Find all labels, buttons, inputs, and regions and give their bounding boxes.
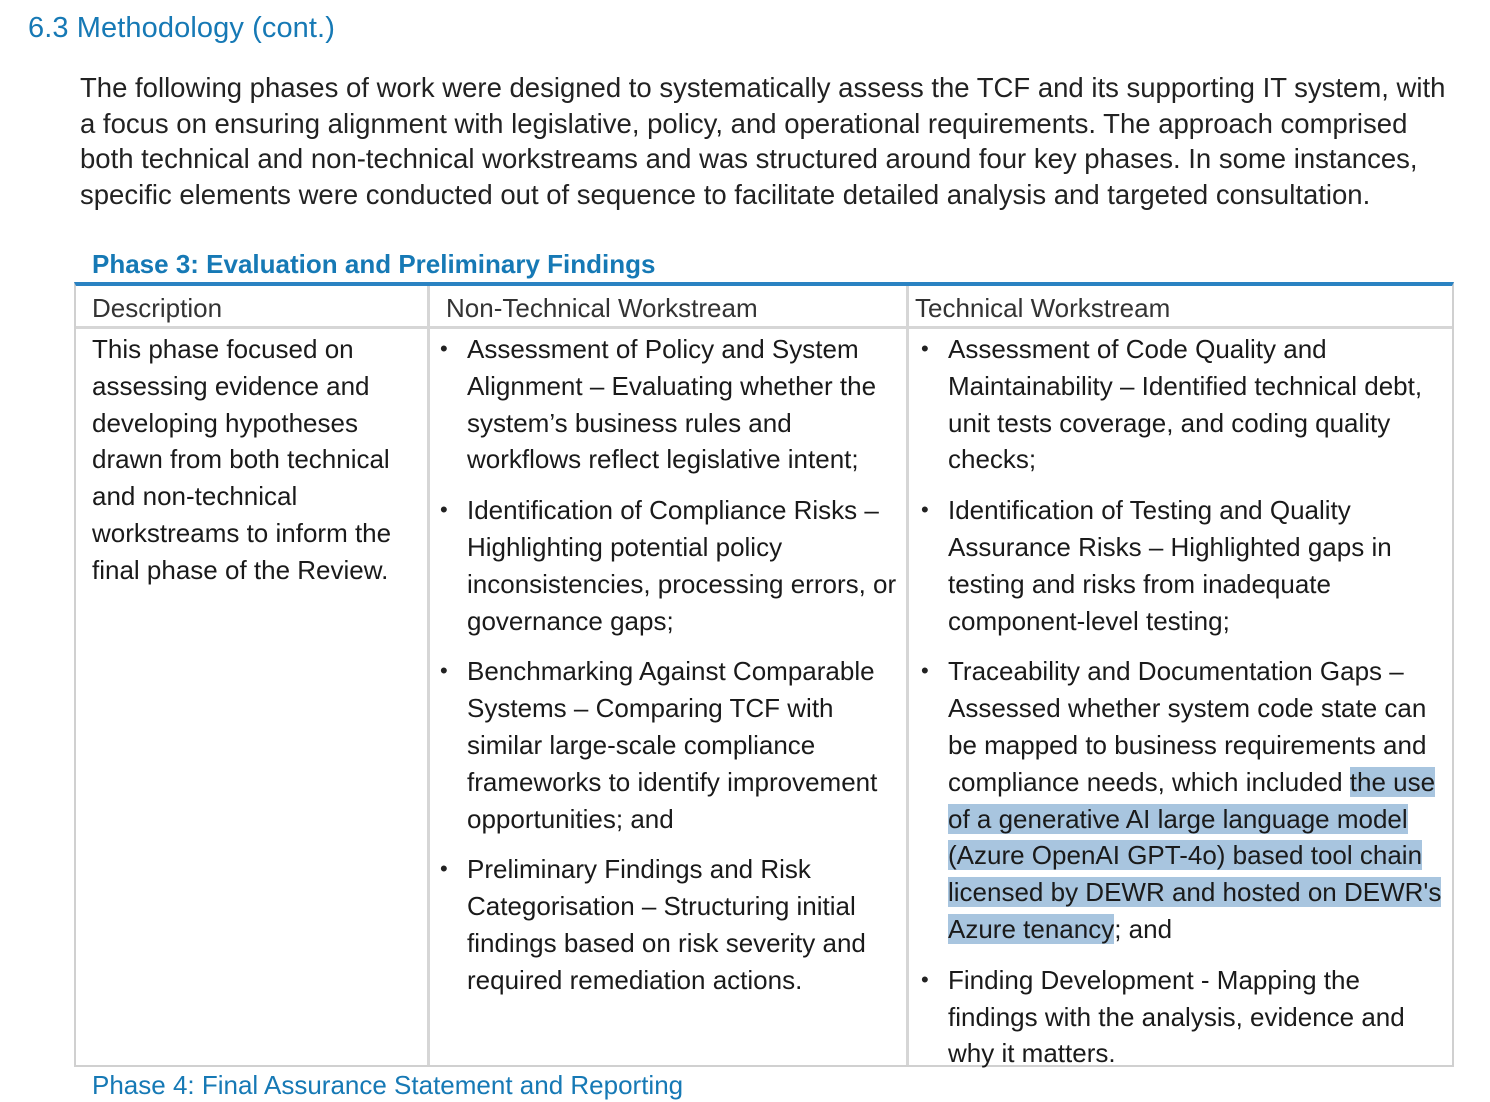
list-item <box>438 492 898 639</box>
list-item-text: Identification of Testing and Quality Assurance Risks – Highlighted gaps in testing and risks from inadequate component-level testing; <box>948 495 1392 636</box>
list-item-text: Finding Development - Mapping the findings with the analysis, evidence and why it matters. <box>948 964 1405 1069</box>
list-item <box>438 851 898 998</box>
header-technical: Technical Workstream <box>915 293 1171 323</box>
list-item <box>919 962 1449 1072</box>
list-item <box>919 653 1449 947</box>
list-item-text: Identification of Compliance Risks – Highlighting potential policy inconsistencies, processing errors, or governance gaps; <box>467 495 897 636</box>
bullet-icon: • <box>440 497 448 523</box>
bullet-icon: • <box>440 336 448 361</box>
list-item-text: Preliminary Findings and Risk Categorisation – Structuring initial findings based on risk severity and required remediation actions. <box>467 854 866 995</box>
list-item <box>438 331 898 478</box>
header-divider <box>76 326 1452 329</box>
bullet-icon: • <box>921 658 929 684</box>
bullet-icon: • <box>921 497 929 523</box>
list-item <box>919 331 1449 478</box>
technical-list <box>919 331 1449 1072</box>
next-phase-title: Phase 4: Final Assurance Statement and Reporting <box>92 1070 684 1100</box>
list-item <box>438 653 898 837</box>
bullet-icon: • <box>440 658 448 684</box>
bullet-icon: • <box>921 336 929 361</box>
bullet-icon: • <box>440 856 448 882</box>
technical-cell <box>919 331 1449 1086</box>
description-cell: This phase focused on assessing evidence and developing hypotheses drawn from both technical and non-technical workstreams to inform the final phase of the Review. <box>92 334 392 585</box>
highlighted-text[interactable]: the use of a generative AI large language model (Azure OpenAI GPT-4o) based tool chain licensed by DEWR and hosted on DEWR's Azure tenancy <box>948 766 1442 944</box>
list-item-text: Assessment of Code Quality and Maintainability – Identified technical debt, unit tests coverage, and coding quality checks; <box>948 334 1423 475</box>
phase-title: Phase 3: Evaluation and Preliminary Findings <box>92 249 656 279</box>
column-divider <box>906 286 909 1065</box>
column-divider <box>427 286 430 1065</box>
list-item-text-tail: ; and <box>1114 913 1173 944</box>
list-item <box>919 492 1449 639</box>
list-item-text: Assessment of Policy and System Alignment – Evaluating whether the system’s business rules and workflows reflect legislative intent; <box>467 334 877 475</box>
header-non-technical: Non-Technical Workstream <box>446 293 758 323</box>
intro-paragraph: The following phases of work were designed to systematically assess the TCF and its supporting IT system, with a focus on ensuring alignment with legislative, policy, and operational requirements. The approach comprised both technical and non-technical workstreams and was structured around four key phases. In some instances, specific elements were conducted out of sequence to facilitate detailed analysis and targeted consultation. <box>80 72 1446 210</box>
bullet-icon: • <box>921 966 929 992</box>
non-technical-cell <box>438 331 898 1013</box>
non-technical-list <box>438 331 898 999</box>
section-heading: 6.3 Methodology (cont.) <box>28 12 335 44</box>
list-item-text: Traceability and Documentation Gaps – Assessed whether system code state can be mapped to business requirements and compliance needs, which included <box>948 656 1427 797</box>
header-description: Description <box>92 293 223 323</box>
list-item-text: Benchmarking Against Comparable Systems – Comparing TCF with similar large-scale compliance frameworks to identify improvement opportunities; and <box>467 656 878 834</box>
phase-table <box>74 282 1454 1067</box>
